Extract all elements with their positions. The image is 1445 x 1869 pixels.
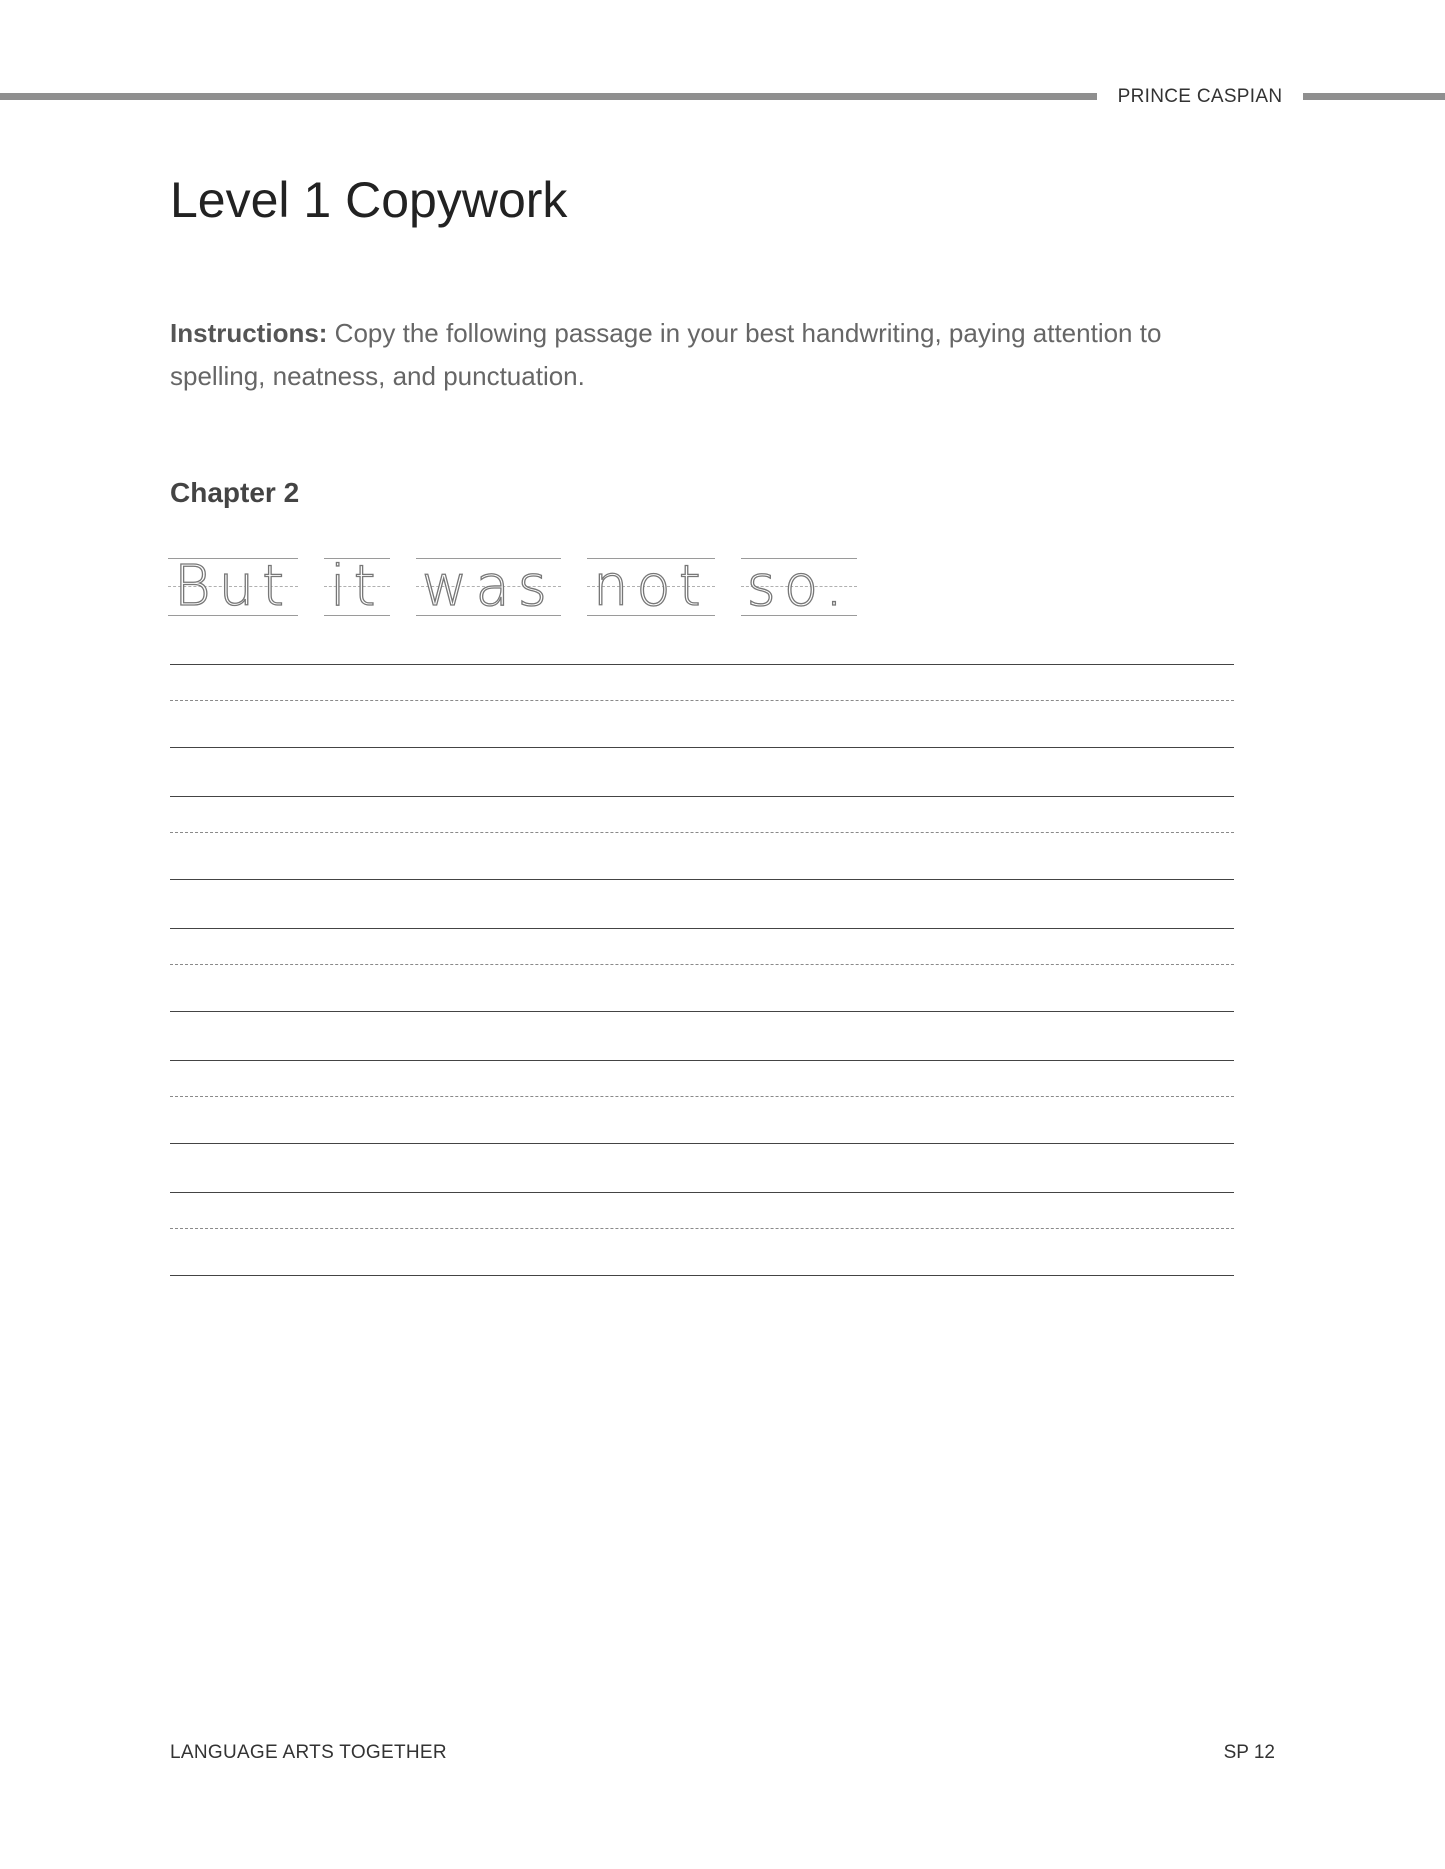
handwriting-line-set[interactable] <box>170 928 1234 1012</box>
midline <box>170 1096 1234 1097</box>
baseline <box>170 879 1234 880</box>
headline <box>170 1060 1234 1061</box>
header-rule-left <box>0 93 1097 100</box>
chapter-heading: Chapter 2 <box>170 477 300 508</box>
headline <box>170 1192 1234 1193</box>
midline <box>170 700 1234 701</box>
header-rule-right <box>1303 93 1445 100</box>
running-head: PRINCE CASPIAN <box>1117 86 1283 107</box>
midline <box>170 1228 1234 1229</box>
baseline <box>170 1011 1234 1012</box>
headline <box>170 664 1234 665</box>
model-word-text: not <box>592 554 709 619</box>
model-word <box>741 554 857 619</box>
midline <box>170 832 1234 833</box>
baseline <box>170 1143 1234 1144</box>
handwriting-line-set[interactable] <box>170 1060 1234 1144</box>
handwriting-line-set[interactable] <box>170 796 1234 880</box>
midline <box>170 964 1234 965</box>
handwriting-line-set[interactable] <box>170 1192 1234 1276</box>
model-word <box>324 554 390 619</box>
headline <box>170 928 1234 929</box>
baseline <box>170 1275 1234 1276</box>
instructions-label: Instructions: <box>170 318 328 348</box>
headline <box>170 796 1234 797</box>
model-sentence <box>168 554 857 619</box>
instructions-text: Copy the following passage in your best handwriting, paying attention to spelling, neatness, and punctuation. <box>170 318 1162 391</box>
model-word-text: But <box>174 554 293 619</box>
model-word <box>587 554 715 619</box>
model-word <box>416 554 561 619</box>
instructions <box>170 312 1230 398</box>
baseline <box>170 747 1234 748</box>
page-title: Level 1 Copywork <box>170 172 568 228</box>
handwriting-line-set[interactable] <box>170 664 1234 748</box>
page-number: SP 12 <box>1223 1742 1275 1763</box>
model-word-text: so. <box>746 554 851 619</box>
footer-book-title: LANGUAGE ARTS TOGETHER <box>170 1742 447 1763</box>
model-word-text: it <box>330 554 384 619</box>
model-word <box>168 554 298 619</box>
model-word-text: was <box>421 554 555 619</box>
